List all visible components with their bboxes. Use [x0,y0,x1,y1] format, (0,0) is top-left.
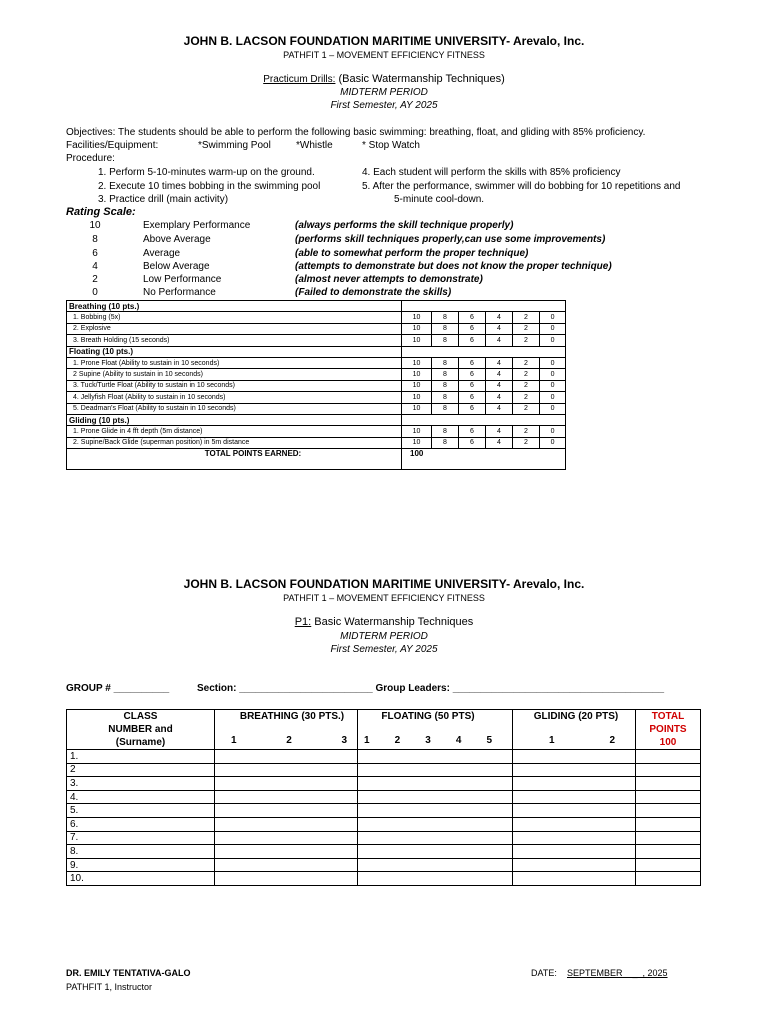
row-number: 1. [67,750,215,764]
score-entry-cell[interactable] [513,817,636,831]
score-entry-cell[interactable] [358,804,513,818]
rubric-score-cell: 6 [459,357,486,368]
row-number: 3. [67,777,215,791]
rubric-score-cell: 4 [486,437,513,448]
rubric-score-cell: 6 [459,323,486,334]
rating-description: (always performs the skill technique properly) [295,220,514,231]
rating-description: (performs skill techniques properly,can use some improvements) [295,234,606,245]
drill-label: Practicum Drills: [263,74,336,85]
rubric-item-row [67,369,566,380]
class-header-line: (Surname) [115,737,166,748]
rubric-item-row [67,380,566,391]
rating-description: (Failed to demonstrate the skills) [295,287,452,298]
rubric-item-label: 4. Jellyfish Float (Ability to sustain in 10 seconds) [67,392,402,403]
rubric-score-cell: 8 [432,335,459,346]
rubric-score-cell: 0 [540,426,566,437]
score-entry-cell[interactable] [215,858,358,872]
row-number: 7. [67,831,215,845]
rating-score: 6 [92,248,98,259]
rubric-section-blank [402,346,566,357]
procedure-label: Procedure: [66,153,115,164]
rubric-score-cell: 8 [432,437,459,448]
rubric-item-label: 2. Explosive [67,323,402,334]
rating-score: 10 [89,220,101,231]
rubric-table [66,300,566,470]
rating-score: 4 [92,261,98,272]
score-row [67,750,701,764]
rating-label: Average [143,248,181,259]
procedure-step-4: 4. Each student will perform the skills with 85% proficiency [362,167,621,178]
score-entry-cell[interactable] [513,763,636,777]
score-row [67,872,701,886]
rubric-section-blank [402,301,566,312]
breathing-header-label: BREATHING (30 PTS.) [239,711,345,722]
rubric-score-cell: 2 [513,403,540,414]
score-entry-cell[interactable] [358,845,513,859]
rubric-score-cell: 4 [486,335,513,346]
procedure-step-5-cont: 5-minute cool-down. [394,194,485,205]
score-sheet-table [66,709,701,886]
procedure-step-2: 2. Execute 10 times bobbing in the swimming pool [98,181,321,192]
rubric-item-label: 5. Deadman's Float (Ability to sustain in 10 seconds) [67,403,402,414]
floating-column-header [358,710,513,750]
rubric-item-row [67,437,566,448]
score-entry-cell[interactable] [215,817,358,831]
rubric-score-cell: 6 [459,335,486,346]
rubric-score-cell: 10 [402,380,432,391]
score-entry-cell[interactable] [358,858,513,872]
rubric-section-row [67,301,566,312]
rubric-item-row [67,392,566,403]
rubric-score-cell: 6 [459,312,486,323]
breathing-num: 2 [286,735,292,746]
university-title-bottom: JOHN B. LACSON FOUNDATION MARITIME UNIVERSITY- Arevalo, Inc. [183,577,585,591]
rating-label: No Performance [143,287,216,298]
facility-stopwatch: * Stop Watch [362,140,420,151]
score-entry-cell[interactable] [636,872,701,886]
score-entry-cell[interactable] [513,777,636,791]
score-entry-cell[interactable] [215,750,358,764]
rubric-item-label: 1. Prone Glide in 4 fft depth (5m distance) [67,426,402,437]
rating-description: (almost never attempts to demonstrate) [295,274,483,285]
rubric-score-cell: 0 [540,312,566,323]
rubric-score-cell: 10 [402,392,432,403]
score-entry-cell[interactable] [513,872,636,886]
rubric-score-cell: 10 [402,323,432,334]
rubric-score-cell: 2 [513,357,540,368]
semester-top: First Semester, AY 2025 [330,100,438,111]
rubric-section-row [67,346,566,357]
score-header-row [67,710,701,750]
date-value: SEPTEMBER _ , 2025 [567,968,668,978]
rubric-section-header: Floating (10 pts.) [67,346,402,357]
rubric-item-row [67,357,566,368]
score-entry-cell[interactable] [215,872,358,886]
score-entry-cell[interactable] [358,750,513,764]
score-entry-cell[interactable] [513,858,636,872]
row-number: 2 [67,763,215,777]
rating-scale-label: Rating Scale: [66,206,136,218]
breathing-num: 1 [231,735,237,746]
rubric-score-cell: 2 [513,369,540,380]
score-entry-cell[interactable] [358,817,513,831]
rating-score: 2 [92,274,98,285]
score-entry-cell[interactable] [636,790,701,804]
rubric-item-row [67,323,566,334]
score-entry-cell[interactable] [215,804,358,818]
score-row [67,804,701,818]
score-entry-cell[interactable] [215,790,358,804]
p1-label: P1: [294,616,312,628]
breathing-column-header [215,710,358,750]
rubric-score-cell: 8 [432,369,459,380]
total-header-line: POINTS [649,724,687,735]
score-entry-cell[interactable] [513,845,636,859]
facility-pool: *Swimming Pool [198,140,271,151]
rubric-score-cell: 8 [432,392,459,403]
instructor-role: PATHFIT 1, Instructor [66,982,153,992]
rubric-score-cell: 10 [402,426,432,437]
course-subtitle-top: PATHFIT 1 – MOVEMENT EFFICIENCY FITNESS [283,50,485,60]
rubric-score-cell: 4 [486,392,513,403]
rubric-score-cell: 0 [540,437,566,448]
total-points-label: TOTAL POINTS EARNED: [67,449,402,470]
gliding-num: 2 [609,735,615,746]
score-row [67,817,701,831]
rubric-section-header: Breathing (10 pts.) [67,301,402,312]
rubric-score-cell: 0 [540,380,566,391]
section-leaders-field: Section: ________________________ Group Leaders: ______________________________________ [197,683,665,694]
rubric-score-cell: 2 [513,392,540,403]
gliding-num: 1 [549,735,555,746]
rubric-score-cell: 8 [432,357,459,368]
class-column-header [67,710,215,750]
breathing-num: 3 [341,735,347,746]
drill-heading [0,73,768,85]
rubric-score-cell: 4 [486,369,513,380]
rubric-score-cell: 6 [459,392,486,403]
rating-label: Exemplary Performance [143,220,251,231]
rubric-score-cell: 10 [402,437,432,448]
score-row [67,845,701,859]
rubric-score-cell: 6 [459,426,486,437]
course-subtitle-bottom: PATHFIT 1 – MOVEMENT EFFICIENCY FITNESS [283,593,485,603]
rubric-section-blank [402,414,566,425]
floating-header-label: FLOATING (50 PTS) [381,711,475,722]
rubric-item-label: 1. Bobbing (5x) [67,312,402,323]
rubric-item-label: 2. Supine/Back Glide (superman position) in 5m distance [67,437,402,448]
university-title-top: JOHN B. LACSON FOUNDATION MARITIME UNIVERSITY- Arevalo, Inc. [183,34,585,48]
rubric-score-cell: 8 [432,312,459,323]
score-entry-cell[interactable] [215,831,358,845]
rubric-score-cell: 2 [513,335,540,346]
rating-score: 8 [92,234,98,245]
facilities-label: Facilities/Equipment: [66,140,159,151]
score-entry-cell[interactable] [358,790,513,804]
score-entry-cell[interactable] [215,777,358,791]
rubric-score-cell: 2 [513,426,540,437]
score-entry-cell[interactable] [636,777,701,791]
rubric-score-cell: 2 [513,380,540,391]
rubric-score-cell: 0 [540,357,566,368]
score-row [67,777,701,791]
rubric-score-cell: 4 [486,312,513,323]
rubric-item-row [67,426,566,437]
objectives: Objectives: The students should be able to perform the following basic swimming: breathing, float, and gliding with 85% proficiency. [66,127,646,138]
score-entry-cell[interactable] [358,777,513,791]
drill-title: (Basic Watermanship Techniques) [335,73,505,85]
rubric-item-row [67,335,566,346]
score-row [67,831,701,845]
procedure-step-3: 3. Practice drill (main activity) [98,194,229,205]
rubric-score-cell: 8 [432,323,459,334]
score-entry-cell[interactable] [636,804,701,818]
gliding-header-label: GLIDING (20 PTS) [533,711,619,722]
rubric-score-cell: 10 [402,357,432,368]
rubric-score-cell: 6 [459,380,486,391]
floating-num: 5 [486,735,492,746]
score-entry-cell[interactable] [636,750,701,764]
row-number: 8. [67,845,215,859]
rubric-score-cell: 2 [513,437,540,448]
rubric-score-cell: 0 [540,369,566,380]
rubric-item-row [67,403,566,414]
rubric-score-cell: 6 [459,437,486,448]
period-bottom: MIDTERM PERIOD [340,631,428,642]
rubric-score-cell: 4 [486,323,513,334]
rubric-score-cell: 6 [459,369,486,380]
total-column-header [636,710,701,750]
rubric-score-cell: 10 [402,369,432,380]
floating-num: 1 [364,735,370,746]
rubric-score-cell: 2 [513,323,540,334]
rating-label: Low Performance [143,274,222,285]
score-entry-cell[interactable] [215,763,358,777]
class-header-line: NUMBER and [108,724,173,735]
rating-score: 0 [92,287,98,298]
floating-num: 4 [455,735,462,746]
row-number: 6. [67,817,215,831]
score-entry-cell[interactable] [513,790,636,804]
p1-title: Basic Watermanship Techniques [311,616,474,628]
rubric-score-cell: 0 [540,392,566,403]
rubric-score-cell: 10 [402,335,432,346]
score-row [67,763,701,777]
floating-num: 2 [394,735,401,746]
rubric-score-cell: 2 [513,312,540,323]
rubric-score-cell: 8 [432,426,459,437]
score-entry-cell[interactable] [636,845,701,859]
rubric-score-cell: 4 [486,380,513,391]
rubric-score-cell: 6 [459,403,486,414]
rubric-score-cell: 0 [540,403,566,414]
rubric-section-row [67,414,566,425]
total-header-line: TOTAL [651,711,685,722]
row-number: 9. [67,858,215,872]
rubric-item-row [67,312,566,323]
score-entry-cell[interactable] [513,804,636,818]
score-row [67,790,701,804]
period-top: MIDTERM PERIOD [340,87,428,98]
p1-heading [0,616,768,628]
rubric-score-cell: 4 [486,357,513,368]
rating-description: (able to somewhat perform the proper technique) [295,248,529,259]
rubric-item-label: 2 Supine (Ability to sustain in 10 seconds) [67,369,402,380]
total-header-line: 100 [659,737,677,748]
row-number: 5. [67,804,215,818]
procedure-step-1: 1. Perform 5-10-minutes warm-up on the ground. [98,167,315,178]
score-entry-cell[interactable] [358,763,513,777]
rating-label: Below Average [143,261,210,272]
score-entry-cell[interactable] [513,831,636,845]
instructor-name: DR. EMILY TENTATIVA-GALO [66,968,191,978]
rubric-item-label: 1. Prone Float (Ability to sustain in 10 seconds) [67,357,402,368]
gliding-column-header [513,710,636,750]
rubric-score-cell: 4 [486,403,513,414]
rubric-item-label: 3. Breath Holding (15 seconds) [67,335,402,346]
score-entry-cell[interactable] [636,763,701,777]
facility-whistle: *Whistle [296,140,333,151]
total-points-value: 100 [402,449,566,470]
score-entry-cell[interactable] [358,831,513,845]
rubric-score-cell: 10 [402,403,432,414]
rubric-item-label: 3. Tuck/Turtle Float (Ability to sustain in 10 seconds) [67,380,402,391]
rubric-score-cell: 0 [540,323,566,334]
rubric-score-cell: 8 [432,403,459,414]
rubric-score-cell: 0 [540,335,566,346]
date-label: DATE: [531,968,557,978]
rubric-section-header: Gliding (10 pts.) [67,414,402,425]
score-row [67,858,701,872]
score-entry-cell[interactable] [636,858,701,872]
rubric-score-cell: 4 [486,426,513,437]
rubric-score-cell: 10 [402,312,432,323]
semester-bottom: First Semester, AY 2025 [330,644,438,655]
score-entry-cell[interactable] [636,831,701,845]
score-entry-cell[interactable] [358,872,513,886]
score-entry-cell[interactable] [513,750,636,764]
row-number: 4. [67,790,215,804]
score-entry-cell[interactable] [636,817,701,831]
floating-num: 3 [425,735,431,746]
procedure-step-5: 5. After the performance, swimmer will do bobbing for 10 repetitions and [362,181,681,192]
rubric-total-row [67,449,566,470]
rubric-score-cell: 8 [432,380,459,391]
group-number-field: GROUP # __________ [66,683,170,694]
rating-description: (attempts to demonstrate but does not know the proper technique) [295,261,612,272]
score-entry-cell[interactable] [215,845,358,859]
class-header-line: CLASS [123,711,158,722]
rating-label: Above Average [143,234,211,245]
row-number: 10. [67,872,215,886]
